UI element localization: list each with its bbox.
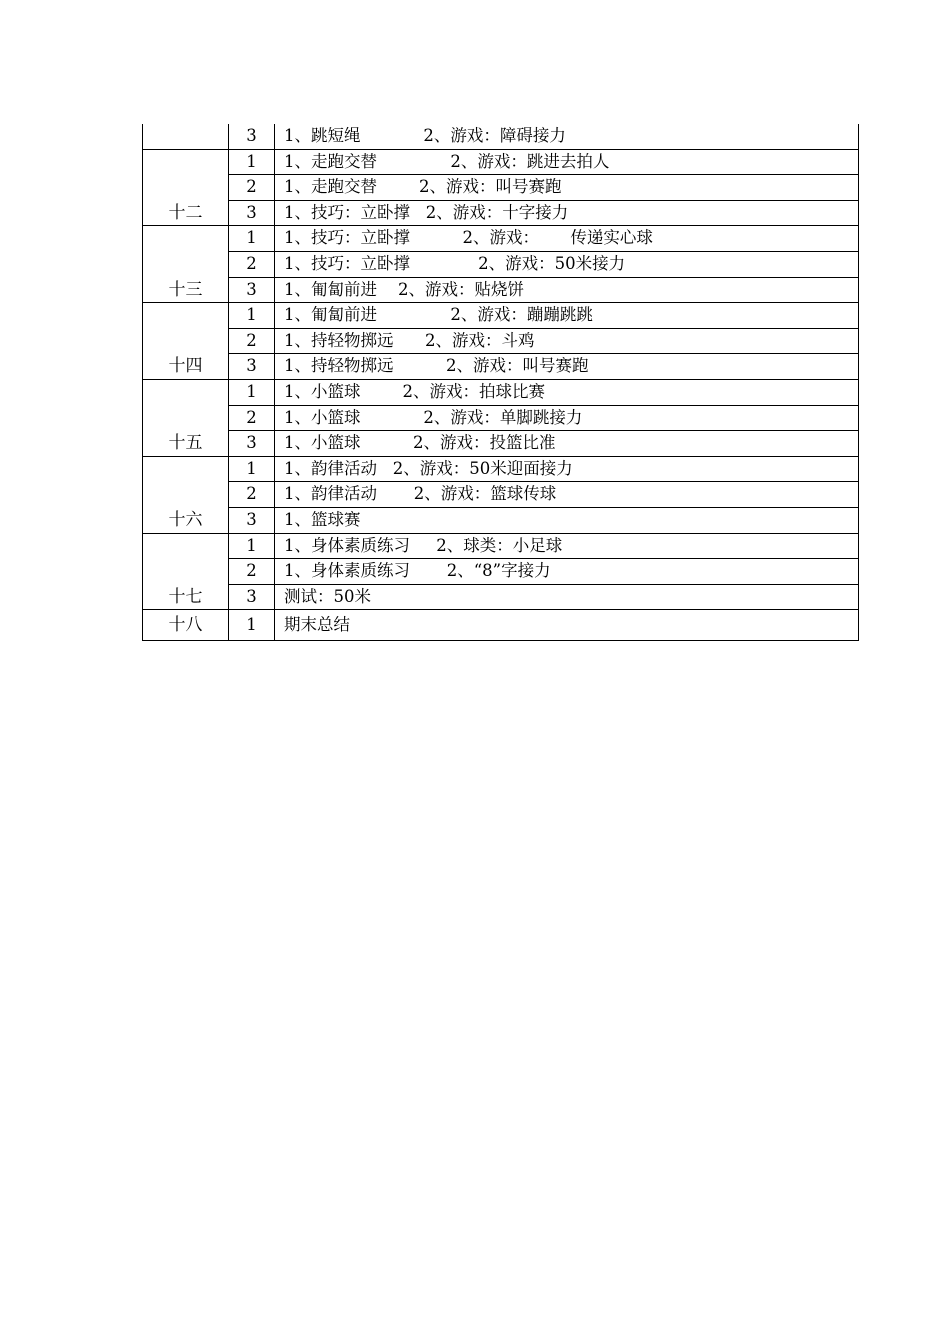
lesson-number: 1	[229, 610, 275, 641]
table-row	[143, 507, 859, 533]
lesson-number: 3	[229, 354, 275, 380]
schedule-table	[142, 124, 859, 641]
table-row	[143, 584, 859, 610]
table-row	[143, 610, 859, 641]
lesson-content: 1、小篮球 2、游戏：投篮比准	[275, 431, 859, 457]
table-row	[143, 200, 859, 226]
lesson-number: 2	[229, 405, 275, 431]
lesson-content: 1、走跑交替 2、游戏：跳进去拍人	[275, 149, 859, 175]
table-row	[143, 559, 859, 585]
table-row	[143, 149, 859, 175]
table-row	[143, 124, 859, 149]
lesson-number: 3	[229, 124, 275, 149]
lesson-number: 1	[229, 456, 275, 482]
lesson-content: 测试：50米	[275, 584, 859, 610]
week-label: 十五	[143, 379, 229, 456]
lesson-content: 1、韵律活动 2、游戏：50米迎面接力	[275, 456, 859, 482]
lesson-number: 2	[229, 559, 275, 585]
week-label: 十七	[143, 533, 229, 610]
table-row	[143, 175, 859, 201]
lesson-content: 1、持轻物掷远 2、游戏：斗鸡	[275, 328, 859, 354]
week-label: 十六	[143, 456, 229, 533]
table-row	[143, 328, 859, 354]
table-row	[143, 405, 859, 431]
lesson-number: 2	[229, 482, 275, 508]
week-label: 十四	[143, 303, 229, 380]
table-row	[143, 303, 859, 329]
lesson-number: 1	[229, 533, 275, 559]
lesson-content: 1、身体素质练习 2、球类：小足球	[275, 533, 859, 559]
lesson-number: 3	[229, 200, 275, 226]
lesson-number: 3	[229, 584, 275, 610]
lesson-number: 3	[229, 277, 275, 303]
table-row	[143, 251, 859, 277]
lesson-content: 1、技巧：立卧撑 2、游戏： 传递实心球	[275, 226, 859, 252]
lesson-content: 1、跳短绳 2、游戏：障碍接力	[275, 124, 859, 149]
table-row	[143, 533, 859, 559]
table-row	[143, 354, 859, 380]
table-row	[143, 456, 859, 482]
table-row	[143, 482, 859, 508]
lesson-content: 1、篮球赛	[275, 507, 859, 533]
lesson-number: 1	[229, 379, 275, 405]
table-row	[143, 431, 859, 457]
lesson-number: 2	[229, 175, 275, 201]
lesson-number: 1	[229, 303, 275, 329]
week-label: 十二	[143, 149, 229, 226]
lesson-content: 1、小篮球 2、游戏：拍球比赛	[275, 379, 859, 405]
week-cell	[143, 124, 229, 149]
week-label: 十八	[143, 610, 229, 641]
lesson-content: 1、韵律活动 2、游戏：篮球传球	[275, 482, 859, 508]
lesson-content: 1、技巧：立卧撑 2、游戏：50米接力	[275, 251, 859, 277]
lesson-content: 1、持轻物掷远 2、游戏：叫号赛跑	[275, 354, 859, 380]
lesson-number: 2	[229, 328, 275, 354]
lesson-number: 1	[229, 149, 275, 175]
lesson-content: 1、小篮球 2、游戏：单脚跳接力	[275, 405, 859, 431]
lesson-content: 期末总结	[275, 610, 859, 641]
lesson-number: 1	[229, 226, 275, 252]
lesson-content: 1、身体素质练习 2、“8”字接力	[275, 559, 859, 585]
week-label: 十三	[143, 226, 229, 303]
table-row	[143, 277, 859, 303]
lesson-content: 1、技巧：立卧撑 2、游戏：十字接力	[275, 200, 859, 226]
lesson-content: 1、匍匐前进 2、游戏：蹦蹦跳跳	[275, 303, 859, 329]
table-row	[143, 379, 859, 405]
table-row	[143, 226, 859, 252]
lesson-number: 2	[229, 251, 275, 277]
lesson-number: 3	[229, 507, 275, 533]
lesson-content: 1、走跑交替 2、游戏：叫号赛跑	[275, 175, 859, 201]
lesson-number: 3	[229, 431, 275, 457]
lesson-content: 1、匍匐前进 2、游戏：贴烧饼	[275, 277, 859, 303]
